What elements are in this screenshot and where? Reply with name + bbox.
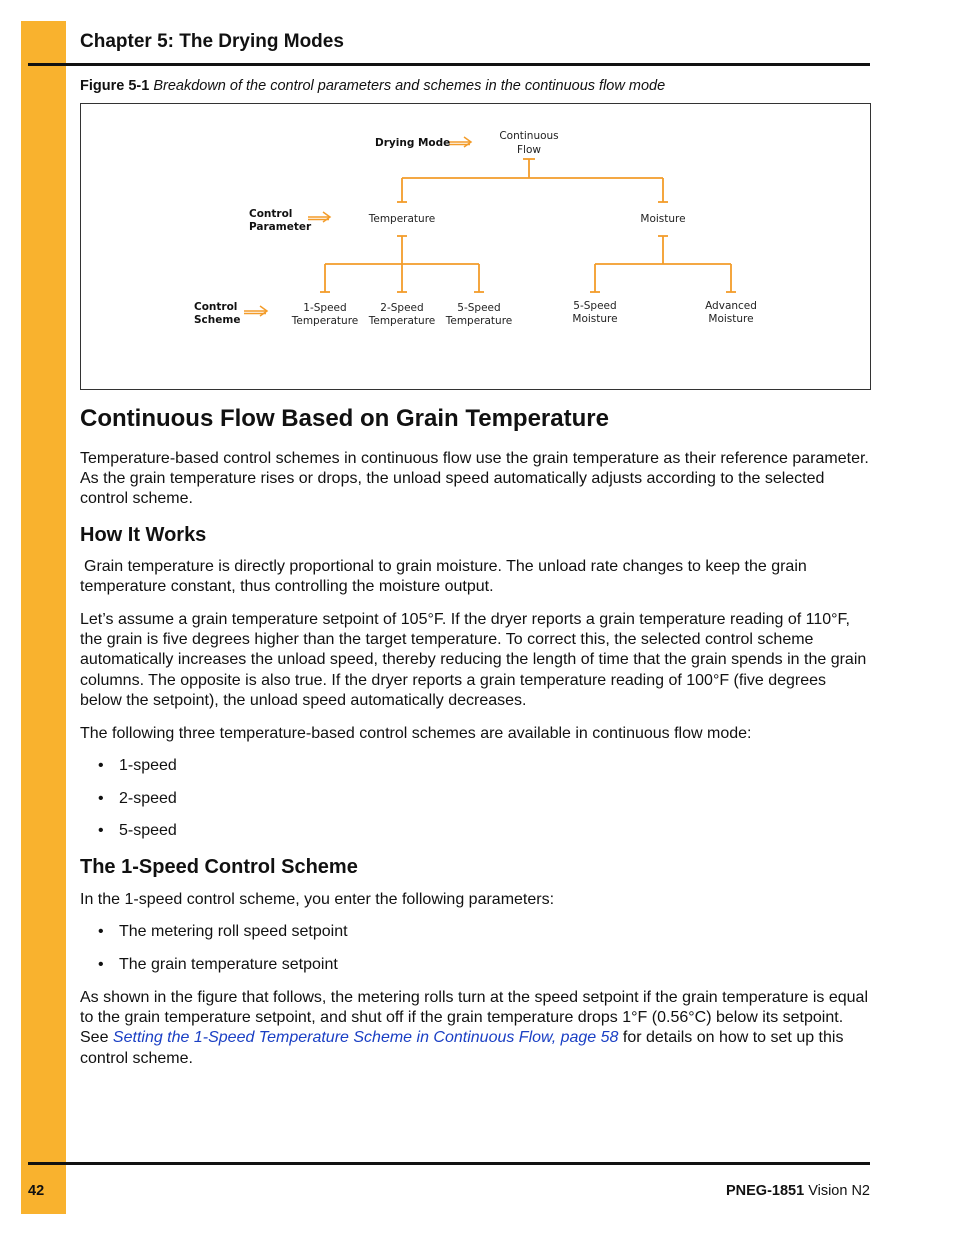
header-rule <box>28 63 870 66</box>
figure-box <box>80 103 871 390</box>
node-moisture: Moisture <box>640 213 686 225</box>
bullet-icon: • <box>98 757 104 774</box>
list-item: • The metering roll speed setpoint <box>98 923 348 940</box>
document-id: PNEG-1851 Vision N2 <box>725 1183 870 1199</box>
bullet-icon: • <box>98 822 104 839</box>
diagram-connectors <box>320 159 736 292</box>
bullet-icon: • <box>98 956 104 973</box>
bullet-icon: • <box>98 790 104 807</box>
chapter-title: Chapter 5: The Drying Modes <box>80 31 344 52</box>
arrow-right-icon <box>308 212 330 222</box>
figure-caption-label: Figure 5-1 <box>80 78 150 94</box>
node-advanced-moist-2: Moisture <box>708 313 754 325</box>
label-control-parameter-1: Control <box>249 208 293 220</box>
how-it-works-heading: How It Works <box>80 524 207 546</box>
list-item: • 2-speed <box>98 790 177 807</box>
label-control-parameter-2: Parameter <box>249 221 312 233</box>
section-intro: Temperature-based control schemes in continuous flow use the grain temperature as their reference parameter. As the grain temperature rises or drops, the unload speed automatically adjusts according to the selected control scheme. <box>80 450 869 508</box>
node-root-2: Flow <box>517 144 541 156</box>
arrow-right-icon <box>449 137 471 147</box>
node-temperature: Temperature <box>368 213 436 225</box>
node-1-speed-temp-2: Temperature <box>291 315 359 327</box>
list-item: • The grain temperature setpoint <box>98 956 338 973</box>
page-number: 42 <box>28 1183 45 1199</box>
chapter-side-bar <box>21 21 66 1214</box>
node-5-speed-temp-1: 5-Speed <box>457 302 501 314</box>
label-control-scheme-2: Scheme <box>194 314 241 326</box>
node-2-speed-temp-2: Temperature <box>368 315 436 327</box>
arrow-right-icon <box>244 306 267 316</box>
one-speed-paragraph-1: In the 1-speed control scheme, you enter the following parameters: <box>80 891 555 908</box>
breakdown-diagram <box>81 104 870 389</box>
node-2-speed-temp-1: 2-Speed <box>380 302 424 314</box>
list-item: • 5-speed <box>98 822 177 839</box>
figure-caption <box>80 78 665 94</box>
node-5-speed-moist-2: Moisture <box>572 313 618 325</box>
footer-rule <box>28 1162 870 1165</box>
node-5-speed-moist-1: 5-Speed <box>573 300 617 312</box>
list-item: • 1-speed <box>98 757 177 774</box>
node-advanced-moist-1: Advanced <box>705 300 757 312</box>
node-root-1: Continuous <box>499 130 559 142</box>
label-drying-mode: Drying Mode <box>375 137 451 149</box>
one-speed-heading: The 1-Speed Control Scheme <box>80 856 358 878</box>
figure-caption-text: Breakdown of the control parameters and schemes in the continuous flow mode <box>153 78 666 94</box>
bullet-icon: • <box>98 923 104 940</box>
node-5-speed-temp-2: Temperature <box>445 315 513 327</box>
how-it-works-paragraph-1: Grain temperature is directly proportional to grain moisture. The unload rate changes to keep the grain temperature constant, thus controlling the moisture output. <box>80 558 807 596</box>
section-title: Continuous Flow Based on Grain Temperature <box>80 405 609 432</box>
node-1-speed-temp-1: 1-Speed <box>303 302 347 314</box>
how-it-works-paragraph-3: The following three temperature-based control schemes are available in continuous flow mode: <box>80 725 752 742</box>
one-speed-paragraph-2: As shown in the figure that follows, the metering rolls turn at the speed setpoint if the grain temperature is equal to the grain temperature setpoint, and shut off if the grain temperature drops 1°F (0.56°C) below its setpoint. See Setting the 1-Speed Temperature Scheme in Continuous Flow, page 58 for details on how to set up this control scheme. <box>80 989 868 1067</box>
how-it-works-paragraph-2: Let’s assume a grain temperature setpoint of 105°F. If the dryer reports a grain temperature reading of 110°F, the grain is five degrees higher than the target temperature. To correct this, the selected control scheme automatically increases the unload speed, thereby reducing the length of time that the grain spends in the grain columns. The opposite is also true. If the dryer reports a grain temperature reading of 100°F (five degrees below the setpoint), the unload speed automatically decreases. <box>80 611 867 709</box>
label-control-scheme-1: Control <box>194 301 238 313</box>
cross-reference-link[interactable]: Setting the 1-Speed Temperature Scheme in Continuous Flow, page 58 <box>112 1029 619 1047</box>
